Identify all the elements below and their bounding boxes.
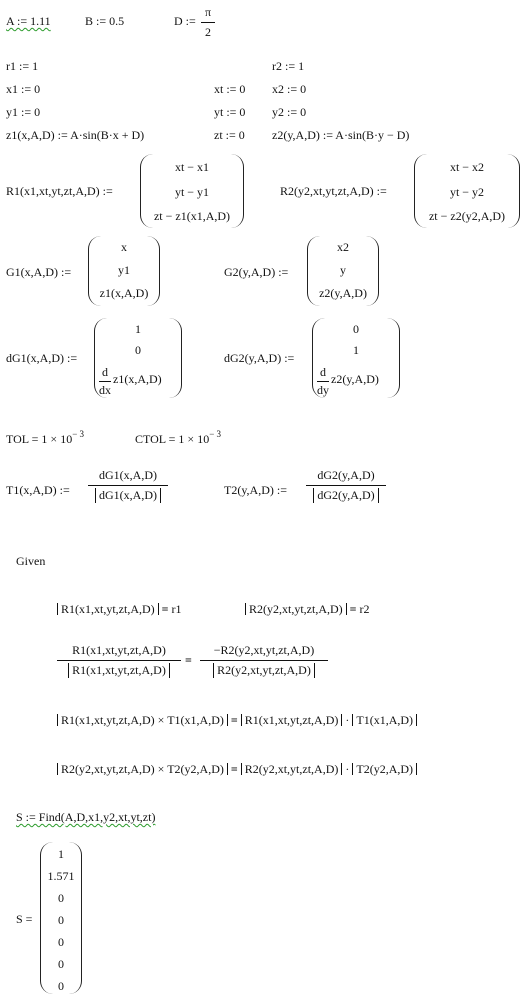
result-S-vector	[40, 842, 82, 994]
constraint-direction-right[interactable]: −R2(y2,xt,yt,zt,A,D) R2(y2,xt,yt,zt,A,D)	[200, 643, 328, 678]
result-value: 0	[58, 979, 64, 993]
result-S-label[interactable]: S =	[16, 912, 33, 926]
def-R1[interactable]: R1(x1,xt,yt,zt,A,D) :=	[6, 184, 113, 198]
dG2-vector: 0 1 d dy z2(y,A,D)	[312, 318, 400, 398]
def-x2[interactable]: x2 := 0	[272, 82, 307, 96]
constraint-tangent-2[interactable]: R2(y2,xt,yt,zt,A,D) × T2(y2,A,D) = R2(y2,xt,yt,zt,A,D) · T2(y2,A,D)	[57, 763, 417, 775]
def-zt[interactable]: zt := 0	[214, 128, 245, 142]
def-z2[interactable]: z2(y,A,D) := A·sin(B·y − D)	[272, 128, 410, 142]
R1-vector: xt − x1 yt − y1 zt − z1(x1,A,D)	[140, 154, 244, 228]
G2-vector: x2 y z2(y,A,D)	[307, 236, 379, 306]
def-T1[interactable]: T1(x,A,D) :=	[6, 483, 70, 497]
def-r1[interactable]: r1 := 1	[6, 59, 39, 73]
def-D-fraction: π 2	[201, 5, 215, 40]
def-G1[interactable]: G1(x,A,D) :=	[6, 265, 72, 279]
find-solve[interactable]: S := Find(A,D,x1,y2,xt,yt,zt)	[16, 810, 156, 824]
dG2-derivative-op: d dy	[317, 365, 329, 397]
def-x1[interactable]: x1 := 0	[6, 82, 41, 96]
def-y2[interactable]: y2 := 0	[272, 105, 307, 119]
def-y1[interactable]: y1 := 0	[6, 105, 41, 119]
ctol-eval[interactable]: CTOL = $1 \times 10^{- 3}$	[135, 429, 222, 446]
constraint-R2-norm[interactable]: R2(y2,xt,yt,zt,A,D) = r2	[245, 603, 370, 615]
eq2-equals: =	[185, 653, 192, 667]
def-D[interactable]: D :=	[174, 14, 196, 28]
T1-fraction: dG1(x,A,D) dG1(x,A,D)	[88, 468, 168, 503]
def-dG2[interactable]: dG2(y,A,D) :=	[224, 351, 295, 365]
def-B[interactable]: B := 0.5	[85, 14, 125, 28]
def-G2[interactable]: G2(y,A,D) :=	[224, 265, 289, 279]
R2-vector: xt − x2 yt − y2 zt − z2(y2,A,D)	[414, 154, 520, 228]
result-value: 1.571	[47, 869, 75, 883]
def-R2[interactable]: R2(y2,xt,yt,zt,A,D) :=	[280, 184, 387, 198]
result-value: 0	[58, 891, 64, 905]
G1-vector: x y1 z1(x,A,D)	[88, 236, 160, 306]
def-r2[interactable]: r2 := 1	[272, 59, 305, 73]
constraint-tangent-1[interactable]: R1(x1,xt,yt,zt,A,D) × T1(x1,A,D) = R1(x1,xt,yt,zt,A,D) · T1(x1,A,D)	[57, 714, 417, 726]
dG1-derivative-op: d dx	[99, 365, 111, 397]
constraint-direction-left[interactable]: R1(x1,xt,yt,zt,A,D) R1(x1,xt,yt,zt,A,D)	[57, 643, 181, 678]
def-yt[interactable]: yt := 0	[214, 105, 246, 119]
result-value: 0	[58, 935, 64, 949]
dG1-vector: 1 0 d dx z1(x,A,D)	[94, 318, 182, 398]
result-value: 0	[58, 913, 64, 927]
def-A[interactable]: A := 1.11	[6, 14, 51, 28]
result-value: 1	[58, 847, 64, 861]
def-T2[interactable]: T2(y,A,D) :=	[224, 483, 287, 497]
T2-fraction: dG2(y,A,D) dG2(y,A,D)	[306, 468, 386, 503]
constraint-R1-norm[interactable]: R1(x1,xt,yt,zt,A,D) = r1	[57, 603, 182, 615]
def-dG1[interactable]: dG1(x,A,D) :=	[6, 351, 78, 365]
def-z1[interactable]: z1(x,A,D) := A·sin(B·x + D)	[6, 128, 145, 142]
result-value: 0	[58, 957, 64, 971]
tol-eval[interactable]: TOL = $1 \times 10^{- 3}$	[6, 429, 85, 446]
given-keyword[interactable]: Given	[16, 554, 46, 568]
def-xt[interactable]: xt := 0	[214, 82, 246, 96]
